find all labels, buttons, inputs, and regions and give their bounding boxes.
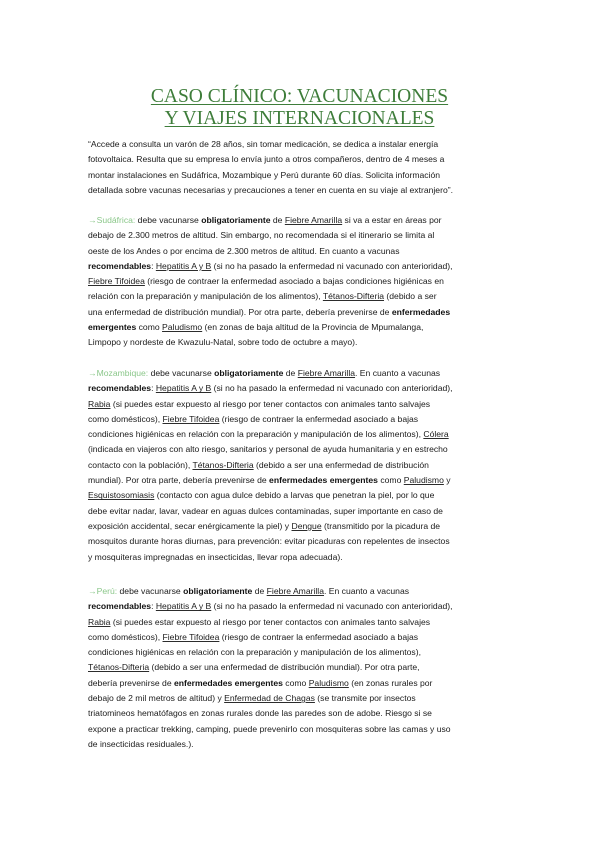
text-run: debajo de 2 mil metros de altitud) y [88, 693, 225, 704]
text-run: como domésticos), [88, 413, 163, 424]
paragraph-line [88, 320, 516, 335]
underlined-term: Fiebre Tifoidea [162, 413, 220, 424]
bold-text: enfermedades [391, 306, 451, 317]
text-run: (contacto con agua dulce debido a larvas que penetran la piel, por lo que [154, 490, 435, 501]
bold-text: obligatoriamente [214, 368, 284, 378]
text-run: una enfermedad de distribución mundial). Por otra parte, debería prevenirse de [88, 306, 392, 317]
paragraph-line: Limpopo y nordeste de Kwazulu-Natal, sobre todo de octubre a mayo). [88, 337, 358, 348]
text-run: debe vacunarse [148, 368, 215, 378]
bold-text: recomendables [88, 260, 152, 271]
section-sudafrica [88, 213, 516, 351]
title-line-1: CASO CLÍNICO: VACUNACIONES [150, 86, 449, 107]
section-peru [88, 584, 516, 752]
paragraph-line [88, 488, 516, 503]
paragraph-line [88, 412, 516, 427]
arrow-icon: → [88, 368, 97, 378]
text-run: . En cuanto a vacunas [323, 586, 410, 596]
intro-line: fotovoltaica. Resulta que su empresa lo envía junto a otros compañeros, dentro de 4 meses a [88, 154, 445, 165]
paragraph-line [88, 305, 516, 320]
paragraph-line: debe evitar nadar, lavar, vadear en aguas dulces contaminadas, super importante en caso de [88, 505, 443, 516]
text-run: como [136, 322, 163, 333]
underlined-term: Tétanos-Difteria [322, 291, 385, 302]
paragraph-line [88, 397, 516, 412]
paragraph-line: oeste de los Andes o por encima de 2.300 metros de altitud. En cuanto a vacunas [88, 245, 400, 256]
intro-line: detallada sobre vacunas necesarias y precauciones a tener en cuenta en su viaje al extranjero”. [88, 184, 453, 195]
underlined-term: Tétanos-Difteria [88, 662, 150, 673]
country-label: Sudáfrica: [96, 215, 136, 225]
underlined-term: Hepatitis A y B [155, 601, 212, 612]
text-run: : [151, 383, 156, 394]
text-run: como [282, 677, 309, 688]
underlined-term: Paludismo [162, 322, 203, 333]
underlined-term: Fiebre Amarilla [297, 368, 356, 378]
paragraph-line [88, 599, 516, 614]
text-run: debe vacunarse [135, 215, 202, 225]
underlined-term: Esquistosomiasis [88, 490, 155, 501]
paragraph-line: y mosquiteras impregnadas en insecticidas, llevar ropa adecuada). [88, 551, 343, 562]
text-run: (si no ha pasado la enfermedad ni vacunado con anterioridad), [211, 383, 453, 394]
bold-text: recomendables [88, 601, 152, 612]
paragraph-line [88, 584, 516, 599]
text-run: (debido a ser una enfermedad de distribución mundial). Por otra parte, [149, 662, 420, 673]
arrow-icon: → [88, 215, 97, 225]
underlined-term: Rabia [88, 616, 111, 627]
paragraph-line [88, 615, 516, 630]
underlined-term: Cólera [423, 429, 449, 440]
intro-line: montar instalaciones en Sudáfrica, Mozambique y Perú durante 60 días. Solicita información [88, 169, 441, 180]
text-run: (si puedes estar expuesto al riesgo por tener contactos con animales tanto salvajes [110, 616, 431, 627]
underlined-term: Rabia [88, 398, 111, 409]
paragraph-line [88, 473, 516, 488]
arrow-icon: → [88, 586, 97, 596]
paragraph-line: expone a practicar trekking, camping, puede prevenirlo con mosquiteras sobre las camas y uso [88, 723, 451, 734]
text-run: (se transmite por insectos [314, 693, 416, 704]
text-run: . En cuanto a vacunas [355, 368, 441, 378]
bold-text: enfermedades emergentes [269, 475, 378, 486]
text-run: como [377, 475, 404, 486]
text-run: debe vacunarse [117, 586, 184, 596]
text-run: : [151, 601, 156, 612]
paragraph-line: (indicada en viajeros con alto riesgo, sanitarios y personal de ayuda humanitaria y en estrecho [88, 444, 448, 455]
text-run: condiciones higiénicas en relación con la preparación y manipulación de los alimentos), [88, 429, 424, 440]
intro-line: “Accede a consulta un varón de 28 años, sin tomar medicación, se dedica a instalar energía [88, 139, 439, 149]
underlined-term: Enfermedad de Chagas [224, 693, 315, 704]
underlined-term: Fiebre Tifoidea [162, 631, 220, 642]
text-run: de [252, 586, 267, 596]
text-run: debería prevenirse de [88, 677, 174, 688]
bold-text: obligatoriamente [201, 215, 271, 225]
text-run: (si no ha pasado la enfermedad ni vacunado con anterioridad), [211, 260, 453, 271]
underlined-term: Hepatitis A y B [155, 260, 212, 271]
text-run: (debido a ser [384, 291, 437, 302]
text-run: si va a estar en áreas por [342, 215, 442, 225]
text-run: (riesgo de contraer la enfermedad asociado a bajas [219, 413, 419, 424]
paragraph-line [88, 366, 516, 381]
underlined-term: Dengue [291, 520, 322, 531]
paragraph-line [88, 274, 516, 289]
paragraph-line [88, 427, 516, 442]
title-line-2: Y VIAJES INTERNACIONALES [164, 108, 435, 129]
bold-text: obligatoriamente [183, 586, 253, 596]
paragraph-line [88, 289, 516, 304]
country-label: Perú: [96, 586, 118, 596]
paragraph-line [88, 213, 516, 228]
underlined-term: Fiebre Tifoidea [88, 276, 145, 287]
text-run: contacto con la población), [88, 459, 193, 470]
paragraph-line: condiciones higiénicas en relación con la preparación y manipulación de los alimentos), [88, 647, 421, 658]
text-run: (en zonas de baja altitud de la Provincia de Mpumalanga, [202, 322, 424, 333]
paragraph-line [88, 458, 516, 473]
text-run: : [151, 260, 156, 271]
paragraph-line [88, 630, 516, 645]
bold-text: recomendables [88, 383, 152, 394]
section-mozambique [88, 366, 516, 565]
bold-text: emergentes [88, 322, 137, 333]
paragraph-line [88, 660, 516, 675]
paragraph-line [88, 676, 516, 691]
underlined-term: Hepatitis A y B [155, 383, 212, 394]
text-run: (en zonas rurales por [348, 677, 433, 688]
text-run: como domésticos), [88, 631, 163, 642]
intro-paragraph [88, 137, 516, 198]
paragraph-line [88, 691, 516, 706]
text-run: mundial). Por otra parte, debería prevenirse de [88, 475, 270, 486]
text-run: de [283, 368, 298, 378]
text-run: y [443, 475, 451, 486]
underlined-term: Fiebre Amarilla [266, 586, 324, 596]
paragraph-line: de insecticidas residuales.). [88, 738, 194, 749]
paragraph-line: debajo de 2.300 metros de altitud. Sin embargo, no recomendada si el itinerario se limita al [88, 230, 435, 241]
paragraph-line [88, 381, 516, 396]
text-run: (riesgo de contraer la enfermedad asociado a bajas condiciones higiénicas en [144, 276, 444, 287]
text-run: (si no ha pasado la enfermedad ni vacunado con anterioridad), [211, 601, 453, 612]
text-run: de [270, 215, 285, 225]
underlined-term: Paludismo [308, 677, 349, 688]
text-run: (si puedes estar expuesto al riesgo por tener contactos con animales tanto salvajes [110, 398, 431, 409]
paragraph-line [88, 259, 516, 274]
text-run: relación con la preparación y manipulación de los alimentos), [88, 291, 323, 302]
paragraph-line: mosquitos durante horas diurnas, para prevención: evitar picaduras con repelentes de insectos [88, 536, 450, 547]
text-run: (transmitido por la picadura de [321, 520, 441, 531]
text-run: (debido a ser una enfermedad de distribución [253, 459, 429, 470]
text-run: exposición accidental, secar enérgicamente la piel) y [88, 520, 292, 531]
page-title [0, 86, 599, 130]
text-run: (riesgo de contraer la enfermedad asociado a bajas [219, 631, 419, 642]
bold-text: enfermedades emergentes [174, 677, 283, 688]
paragraph-line [88, 519, 516, 534]
country-label: Mozambique: [96, 368, 149, 378]
underlined-term: Paludismo [403, 475, 444, 486]
paragraph-line: triatomineos hematófagos en zonas rurales donde las paredes son de adobe. Riesgo si se [88, 708, 432, 719]
underlined-term: Fiebre Amarilla [284, 215, 343, 225]
underlined-term: Tétanos-Difteria [192, 459, 254, 470]
